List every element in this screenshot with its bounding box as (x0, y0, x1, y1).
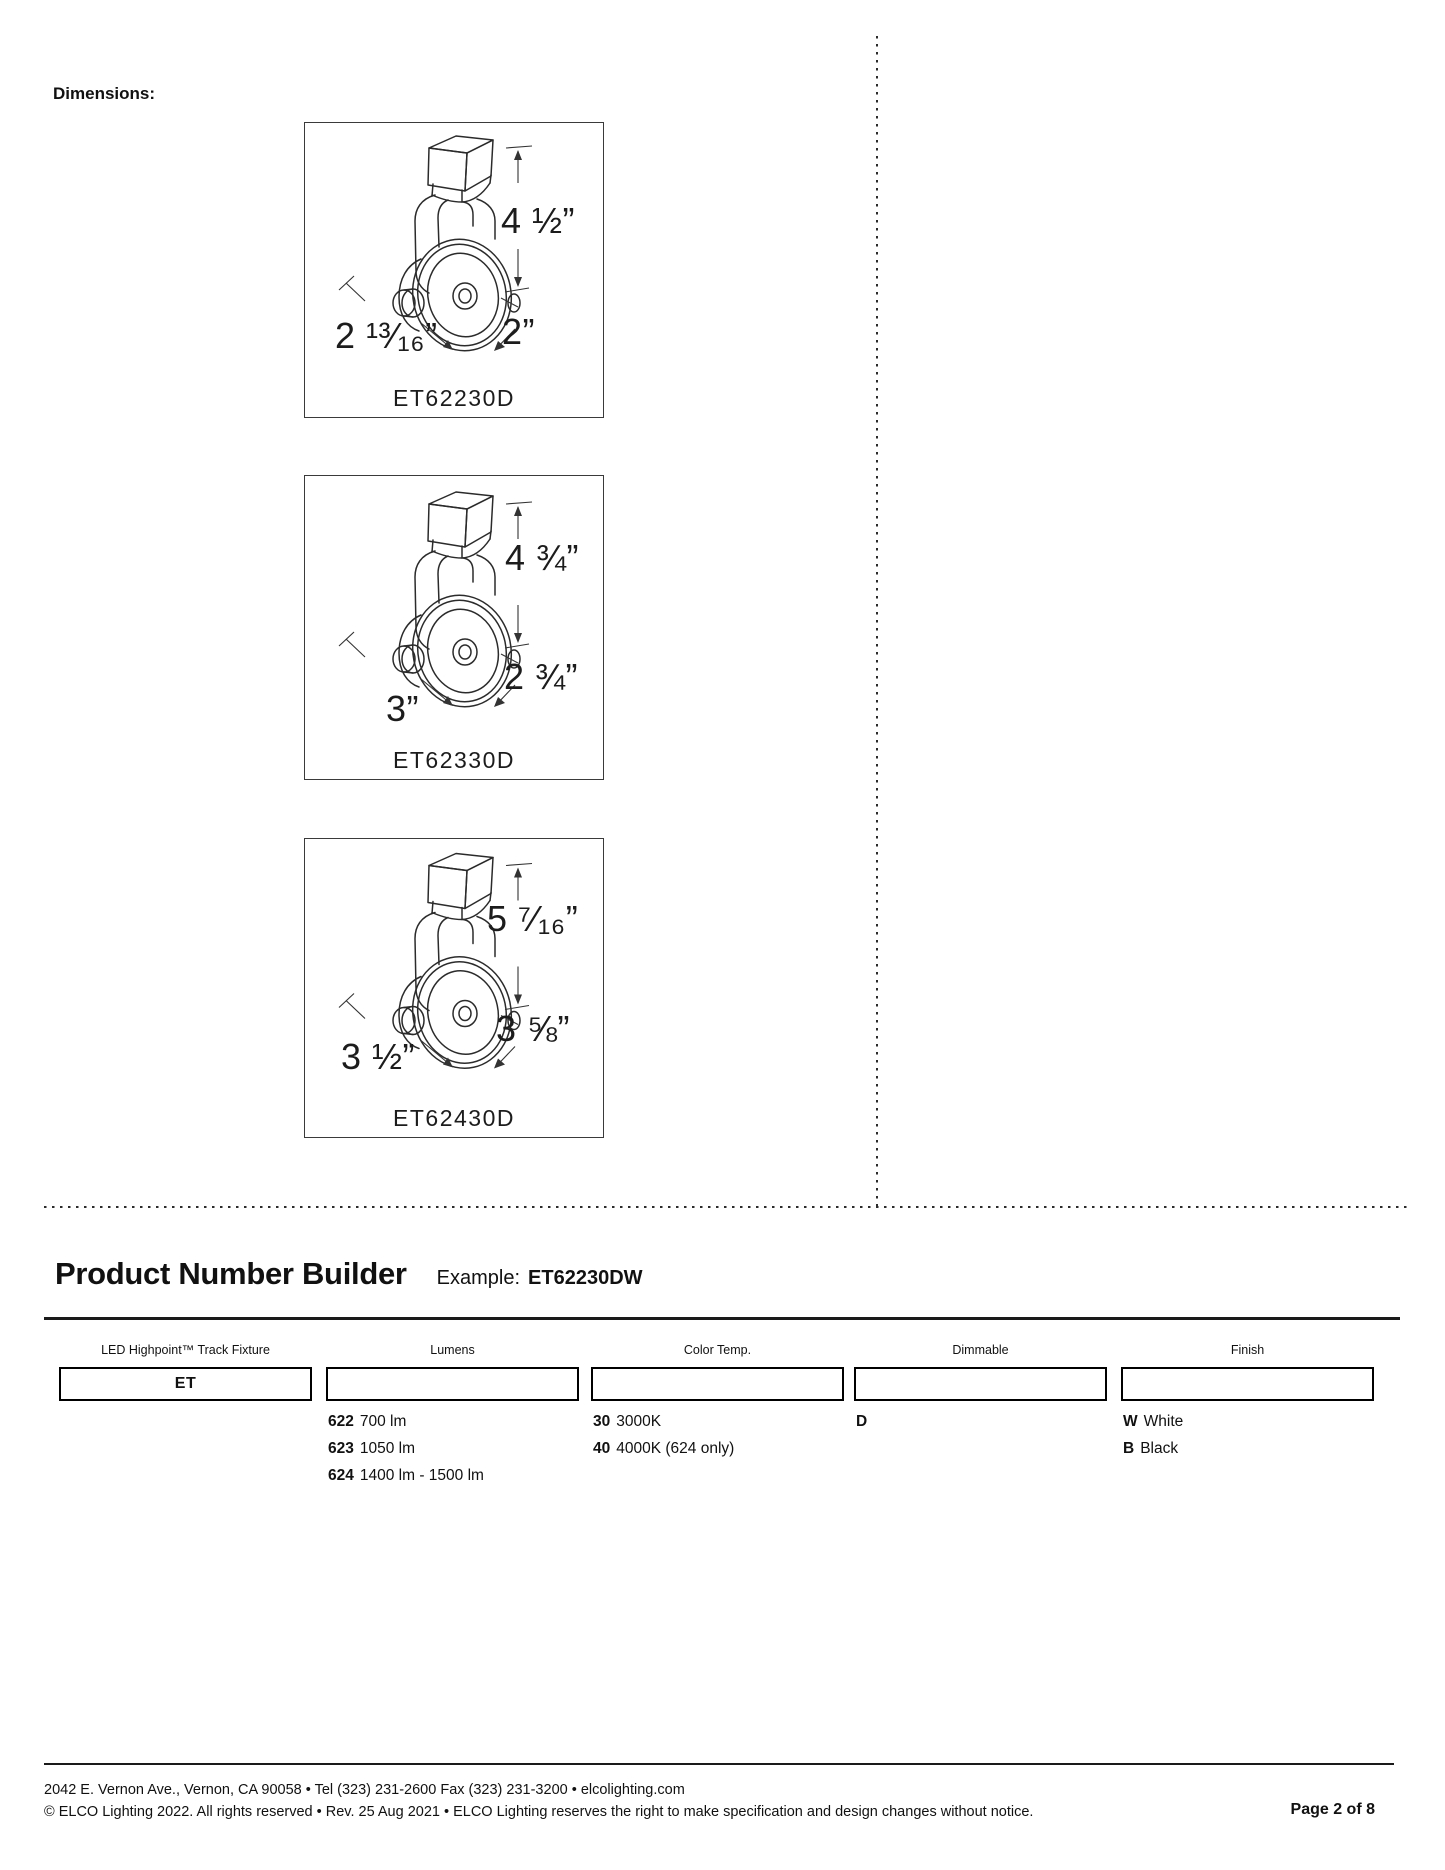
section-divider-dotted-line (44, 1206, 1412, 1208)
option-code: 623 (328, 1440, 354, 1457)
width-dimension-label: 3 ½” (341, 1036, 416, 1077)
depth-dimension-label: 3 ⅝” (496, 1008, 571, 1049)
builder-title: Product Number Builder (55, 1256, 407, 1291)
model-number-label: ET62430D (393, 1105, 515, 1131)
finish-code-box (1121, 1367, 1374, 1401)
track-fixture-drawing (305, 123, 605, 417)
finish-options (1121, 1408, 1374, 1462)
builder-column-finish (1121, 1343, 1374, 1462)
column-header: Lumens (430, 1343, 475, 1357)
color-temp-options (591, 1408, 844, 1462)
height-dimension-label: 5 ⁷⁄₁₆” (487, 898, 579, 939)
model-number-label: ET62330D (393, 747, 515, 773)
dimensions-section-label: Dimensions: (53, 84, 156, 103)
footer-address: 2042 E. Vernon Ave., Vernon, CA 90058 • Tel (323) 231-2600 Fax (323) 231-3200 • elcolighting.com (44, 1782, 685, 1798)
dimension-figure-et62430d (304, 838, 604, 1138)
builder-column-lumens (326, 1343, 579, 1489)
height-dimension-label: 4 ½” (501, 200, 576, 241)
dimmable-options (854, 1408, 1107, 1435)
option-row (1123, 1435, 1374, 1462)
builder-heading (55, 1256, 643, 1292)
option-row (1123, 1408, 1374, 1435)
option-code: D (856, 1413, 868, 1430)
option-row (593, 1435, 844, 1462)
column-header: Dimmable (952, 1343, 1009, 1357)
height-dimension-label: 4 ¾” (505, 537, 580, 578)
option-desc: Black (1140, 1440, 1179, 1457)
option-code: W (1123, 1413, 1138, 1430)
option-row (328, 1462, 579, 1489)
fixture-code-value: ET (174, 1375, 197, 1392)
width-dimension-label: 2 ¹³⁄₁₆” (335, 315, 438, 356)
dimension-figure-et62330d (304, 475, 604, 780)
footer-copyright: © ELCO Lighting 2022. All rights reserved • Rev. 25 Aug 2021 • ELCO Lighting reserves the right to make specification and design changes without notice. (44, 1804, 1034, 1820)
builder-column-color-temp (591, 1343, 844, 1462)
option-code: 624 (328, 1467, 354, 1484)
model-number-label: ET62230D (393, 385, 515, 411)
page-number: Page 2 of 8 (1290, 1801, 1375, 1818)
column-header: LED Highpoint™ Track Fixture (101, 1343, 270, 1357)
option-desc: 4000K (624 only) (616, 1440, 735, 1457)
fixture-code-box (59, 1367, 312, 1401)
depth-dimension-label: 2 ¾” (504, 656, 579, 697)
option-desc: 1400 lm - 1500 lm (359, 1467, 484, 1484)
builder-column-fixture (59, 1343, 312, 1401)
footer-rule (44, 1763, 1394, 1765)
option-desc: 700 lm (359, 1413, 407, 1430)
option-row (856, 1408, 1107, 1435)
builder-example-label: Example: (436, 1267, 521, 1289)
dimmable-code-box (854, 1367, 1107, 1401)
column-header: Finish (1230, 1343, 1265, 1357)
option-code: B (1123, 1440, 1135, 1457)
builder-example-value: ET62230DW (528, 1267, 643, 1289)
track-fixture-drawing (305, 476, 605, 776)
column-divider-dotted-line (876, 36, 878, 1206)
option-code: 622 (328, 1413, 354, 1430)
option-desc: 3000K (616, 1413, 662, 1430)
depth-dimension-label: 2” (502, 311, 536, 352)
width-dimension-label: 3” (386, 688, 420, 729)
builder-top-rule (44, 1317, 1400, 1320)
dimension-figure-et62230d (304, 122, 604, 418)
option-row (328, 1435, 579, 1462)
track-fixture-drawing (305, 839, 605, 1136)
lumens-code-box (326, 1367, 579, 1401)
color-temp-code-box (591, 1367, 844, 1401)
option-code: 30 (593, 1413, 611, 1430)
builder-column-dimmable (854, 1343, 1107, 1435)
option-code: 40 (593, 1440, 611, 1457)
option-desc: White (1143, 1413, 1184, 1430)
option-row (328, 1408, 579, 1435)
option-desc: 1050 lm (359, 1440, 416, 1457)
lumens-options (326, 1408, 579, 1489)
option-row (593, 1408, 844, 1435)
column-header: Color Temp. (683, 1343, 752, 1357)
